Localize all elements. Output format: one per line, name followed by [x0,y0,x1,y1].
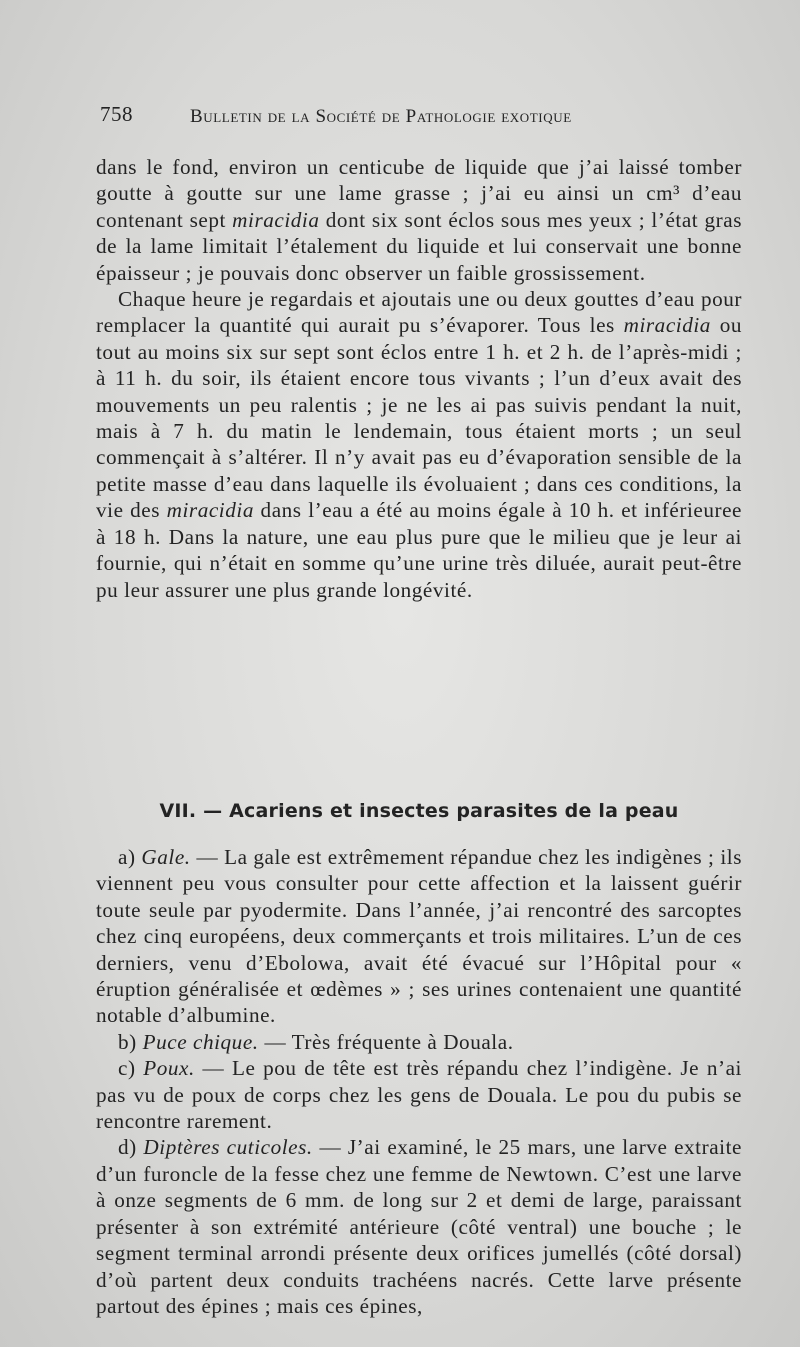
italic-text: Puce chique. [142,1029,259,1054]
running-header [96,96,742,136]
text-run: dont six sont éclos sous mes yeux ; l’état gras de la lame limitait l’étalement du liquide et lui conservait une bonne épaisseur ; je pouvais donc observer un faible grossissement. [96,207,742,285]
text-run: — Le pou de tête est très répandu chez l’indigène. Je n’ai pas vu de poux de corps chez les gens de Douala. Le pou du pubis se rencontre rarement. [96,1056,742,1134]
body-text-top [96,154,742,603]
italic-text: miracidia [166,498,254,523]
paragraph [96,1055,742,1134]
section-heading: VII. — Acariens et insectes parasites de la peau [159,800,679,822]
paragraph [96,1029,742,1055]
paragraph [96,1134,742,1319]
italic-text: Gale. [141,845,191,869]
page-number: 758 [100,102,133,126]
italic-text: Poux. [143,1056,195,1081]
body-text-bottom [96,844,742,1319]
paragraph [96,286,742,603]
text-run: a) [118,845,142,869]
text-run: d) [118,1135,144,1160]
text-run: Chaque heure je regardais et ajoutais une ou deux gouttes d’eau pour remplacer la quantité qui aurait pu s’évaporer. Tous les [96,287,742,338]
text-run: dans le fond, environ un centicube de liquide que j’ai laissé tomber goutte à goutte sur une lame grasse ; j’ai eu ainsi un cm³ d’eau contenant sept [96,155,742,232]
running-title: Bulletin de la Société de Pathologie exotique [190,106,572,127]
paragraph [96,154,742,286]
text-run: — J’ai examiné, le 25 mars, une larve extraite d’un furoncle de la fesse chez une femme de Newtown. C’est une larve à onze segments de 6 mm. de long sur 2 et demi de large, paraissant présenter à son extrémité antérieure (côté ventral) une bouche ; le segment terminal arrondi présente deux orifices jumellés (côté dorsal) d’où partent deux conduits trachéens nacrés. Cette larve présente partout des épines ; mais ces épines, [96,1135,742,1318]
italic-text: miracidia [232,207,320,232]
italic-text: miracidia [623,313,711,338]
page [96,96,742,1318]
text-run: b) [118,1029,143,1054]
paragraph [96,844,742,1029]
text-run: — Très fréquente à Douala. [258,1029,514,1054]
italic-text: Diptères cuticoles. [143,1135,313,1160]
text-run: — La gale est extrêmement répandue chez les indigènes ; ils viennent peu vous consulter pour cette affection et la laissent guérir toute seule par pyodermite. Dans l’année, j’ai rencontré des sarcoptes chez cinq européens, deux commerçants et trois militaires. L’un de ces derniers, venu d’Ebolowa, avait été évacué sur l’Hôpital pour « éruption généralisée et œdèmes » ; ses urines contenaient une quantité notable d’albumine. [96,845,742,1028]
text-run: dans l’eau a été au moins égale à 10 h. et inférieuree à 18 h. Dans la nature, une eau plus pure que le milieu que je leur ai fournie, qui n’était en somme qu’une urine très diluée, aurait peut-être pu leur assurer une plus grande longévité. [96,498,742,602]
text-run: c) [118,1056,144,1081]
text-run: ou tout au moins six sur sept sont éclos entre 1 h. et 2 h. de l’après-midi ; à 11 h. du soir, ils étaient encore tous vivants ; l’un d’eux avait des mouvements un peu ralentis ; je ne les ai pas suivis pendant la nuit, mais à 7 h. du matin le lendemain, tous étaient morts ; un seul commençait à s’altérer. Il n’y avait pas eu d’évaporation sensible de la petite masse d’eau dans laquelle ils évoluaient ; dans ces conditions, la vie des [96,313,742,523]
